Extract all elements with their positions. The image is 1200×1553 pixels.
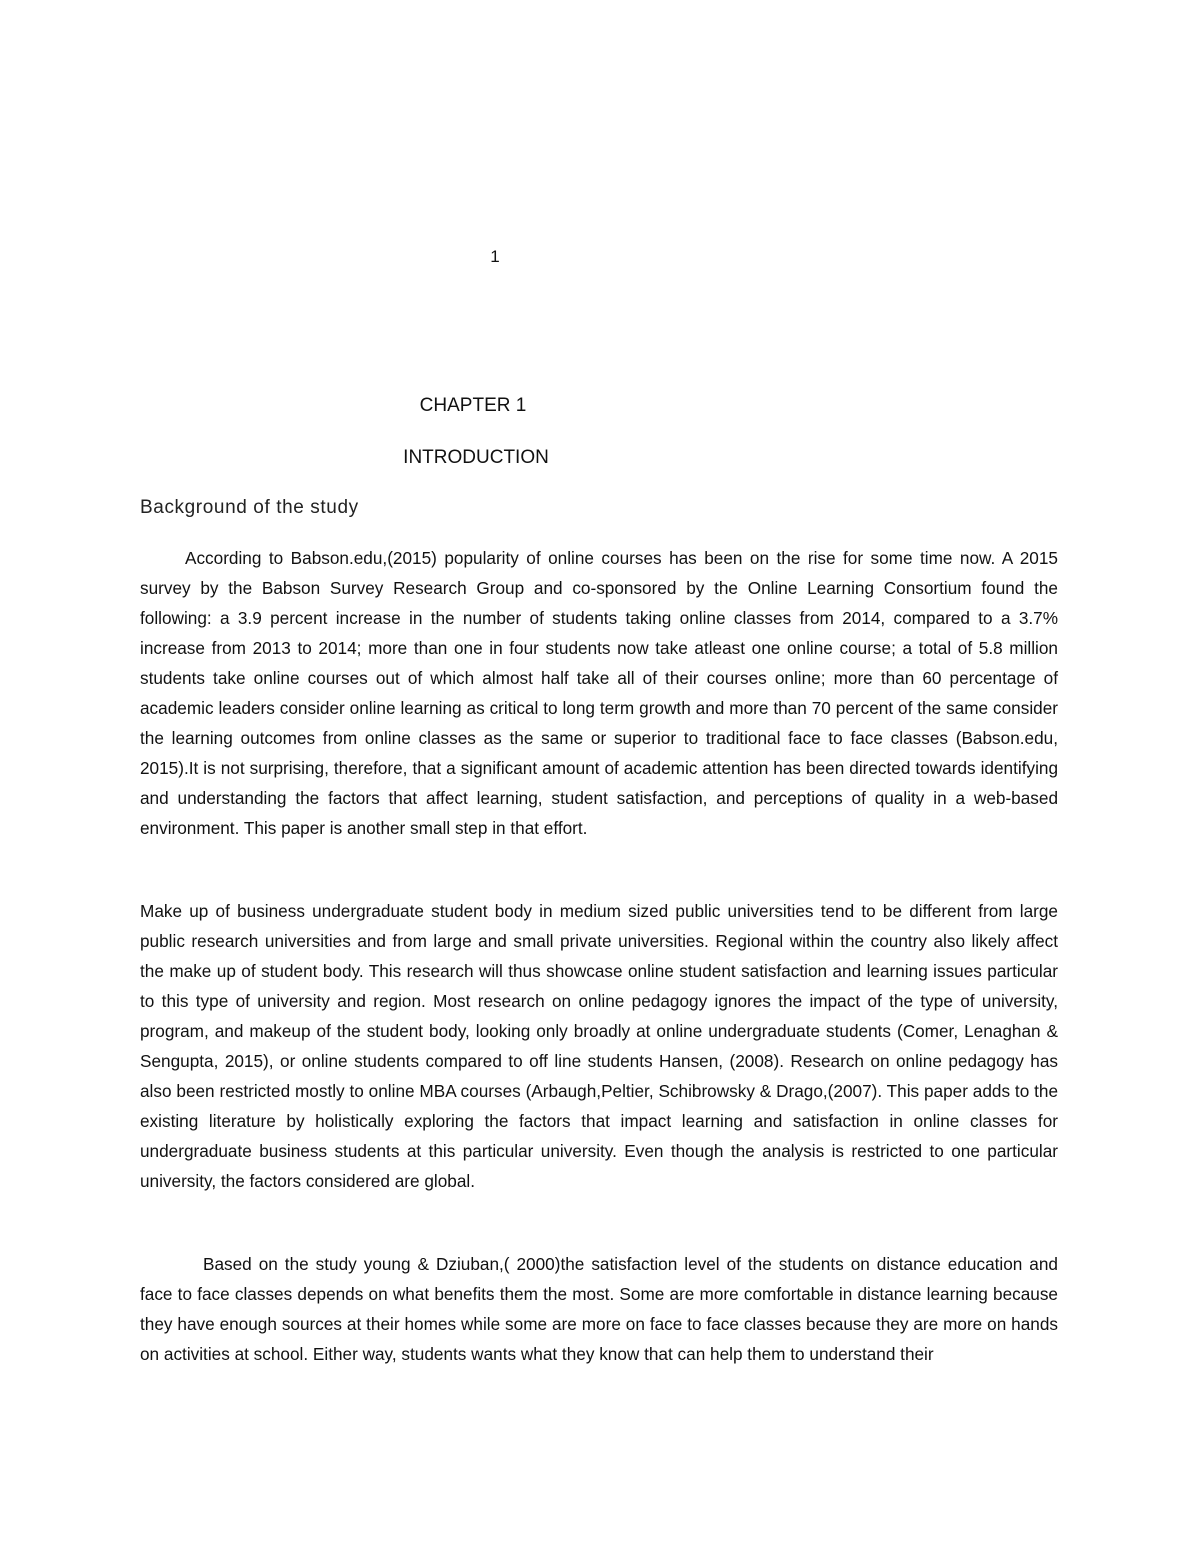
chapter-heading: CHAPTER 1 <box>419 395 527 416</box>
section-subheading: Background of the study <box>140 497 359 518</box>
chapter-title: INTRODUCTION <box>403 447 549 468</box>
body-paragraph-1: According to Babson.edu,(2015) popularity of online courses has been on the rise for some time now. A 2015 survey by the Babson Survey Research Group and co-sponsored by the Online Learning Consortium found the following: a 3.9 percent increase in the number of students taking online classes from 2014, compared to a 3.7% increase from 2013 to 2014; more than one in four students now take atleast one online course; a total of 5.8 million students take online courses out of which almost half take all of their courses online; more than 60 percentage of academic leaders consider online learning as critical to long term growth and more than 70 percent of the same consider the learning outcomes from online classes as the same or superior to traditional face to face classes (Babson.edu, 2015).It is not surprising, therefore, that a significant amount of academic attention has been directed towards identifying and understanding the factors that affect learning, student satisfaction, and perceptions of quality in a web-based environment. This paper is another small step in that effort. <box>140 548 1058 838</box>
page-number: 1 <box>490 247 500 266</box>
body-paragraph-2: Make up of business undergraduate student body in medium sized public universities tend to be different from large public research universities and from large and small private universities. Regional within the country also likely affect the make up of student body. This research will thus showcase online student satisfaction and learning issues particular to this type of university and region. Most research on online pedagogy ignores the impact of the type of university, program, and makeup of the student body, looking only broadly at online undergraduate students (Comer, Lenaghan & Sengupta, 2015), or online students compared to off line students Hansen, (2008). Research on online pedagogy has also been restricted mostly to online MBA courses (Arbaugh,Peltier, Schibrowsky & Drago,(2007). This paper adds to the existing literature by holistically exploring the factors that impact learning and satisfaction in online classes for undergraduate business students at this particular university. Even though the analysis is restricted to one particular university, the factors considered are global. <box>140 901 1058 1191</box>
body-paragraph-3: Based on the study young & Dziuban,( 2000)the satisfaction level of the students on distance education and face to face classes depends on what benefits them the most. Some are more comfortable in distance learning because they have enough sources at their homes while some are more on face to face classes because they are more on hands on activities at school. Either way, students wants what they know that can help them to understand their <box>140 1254 1058 1364</box>
